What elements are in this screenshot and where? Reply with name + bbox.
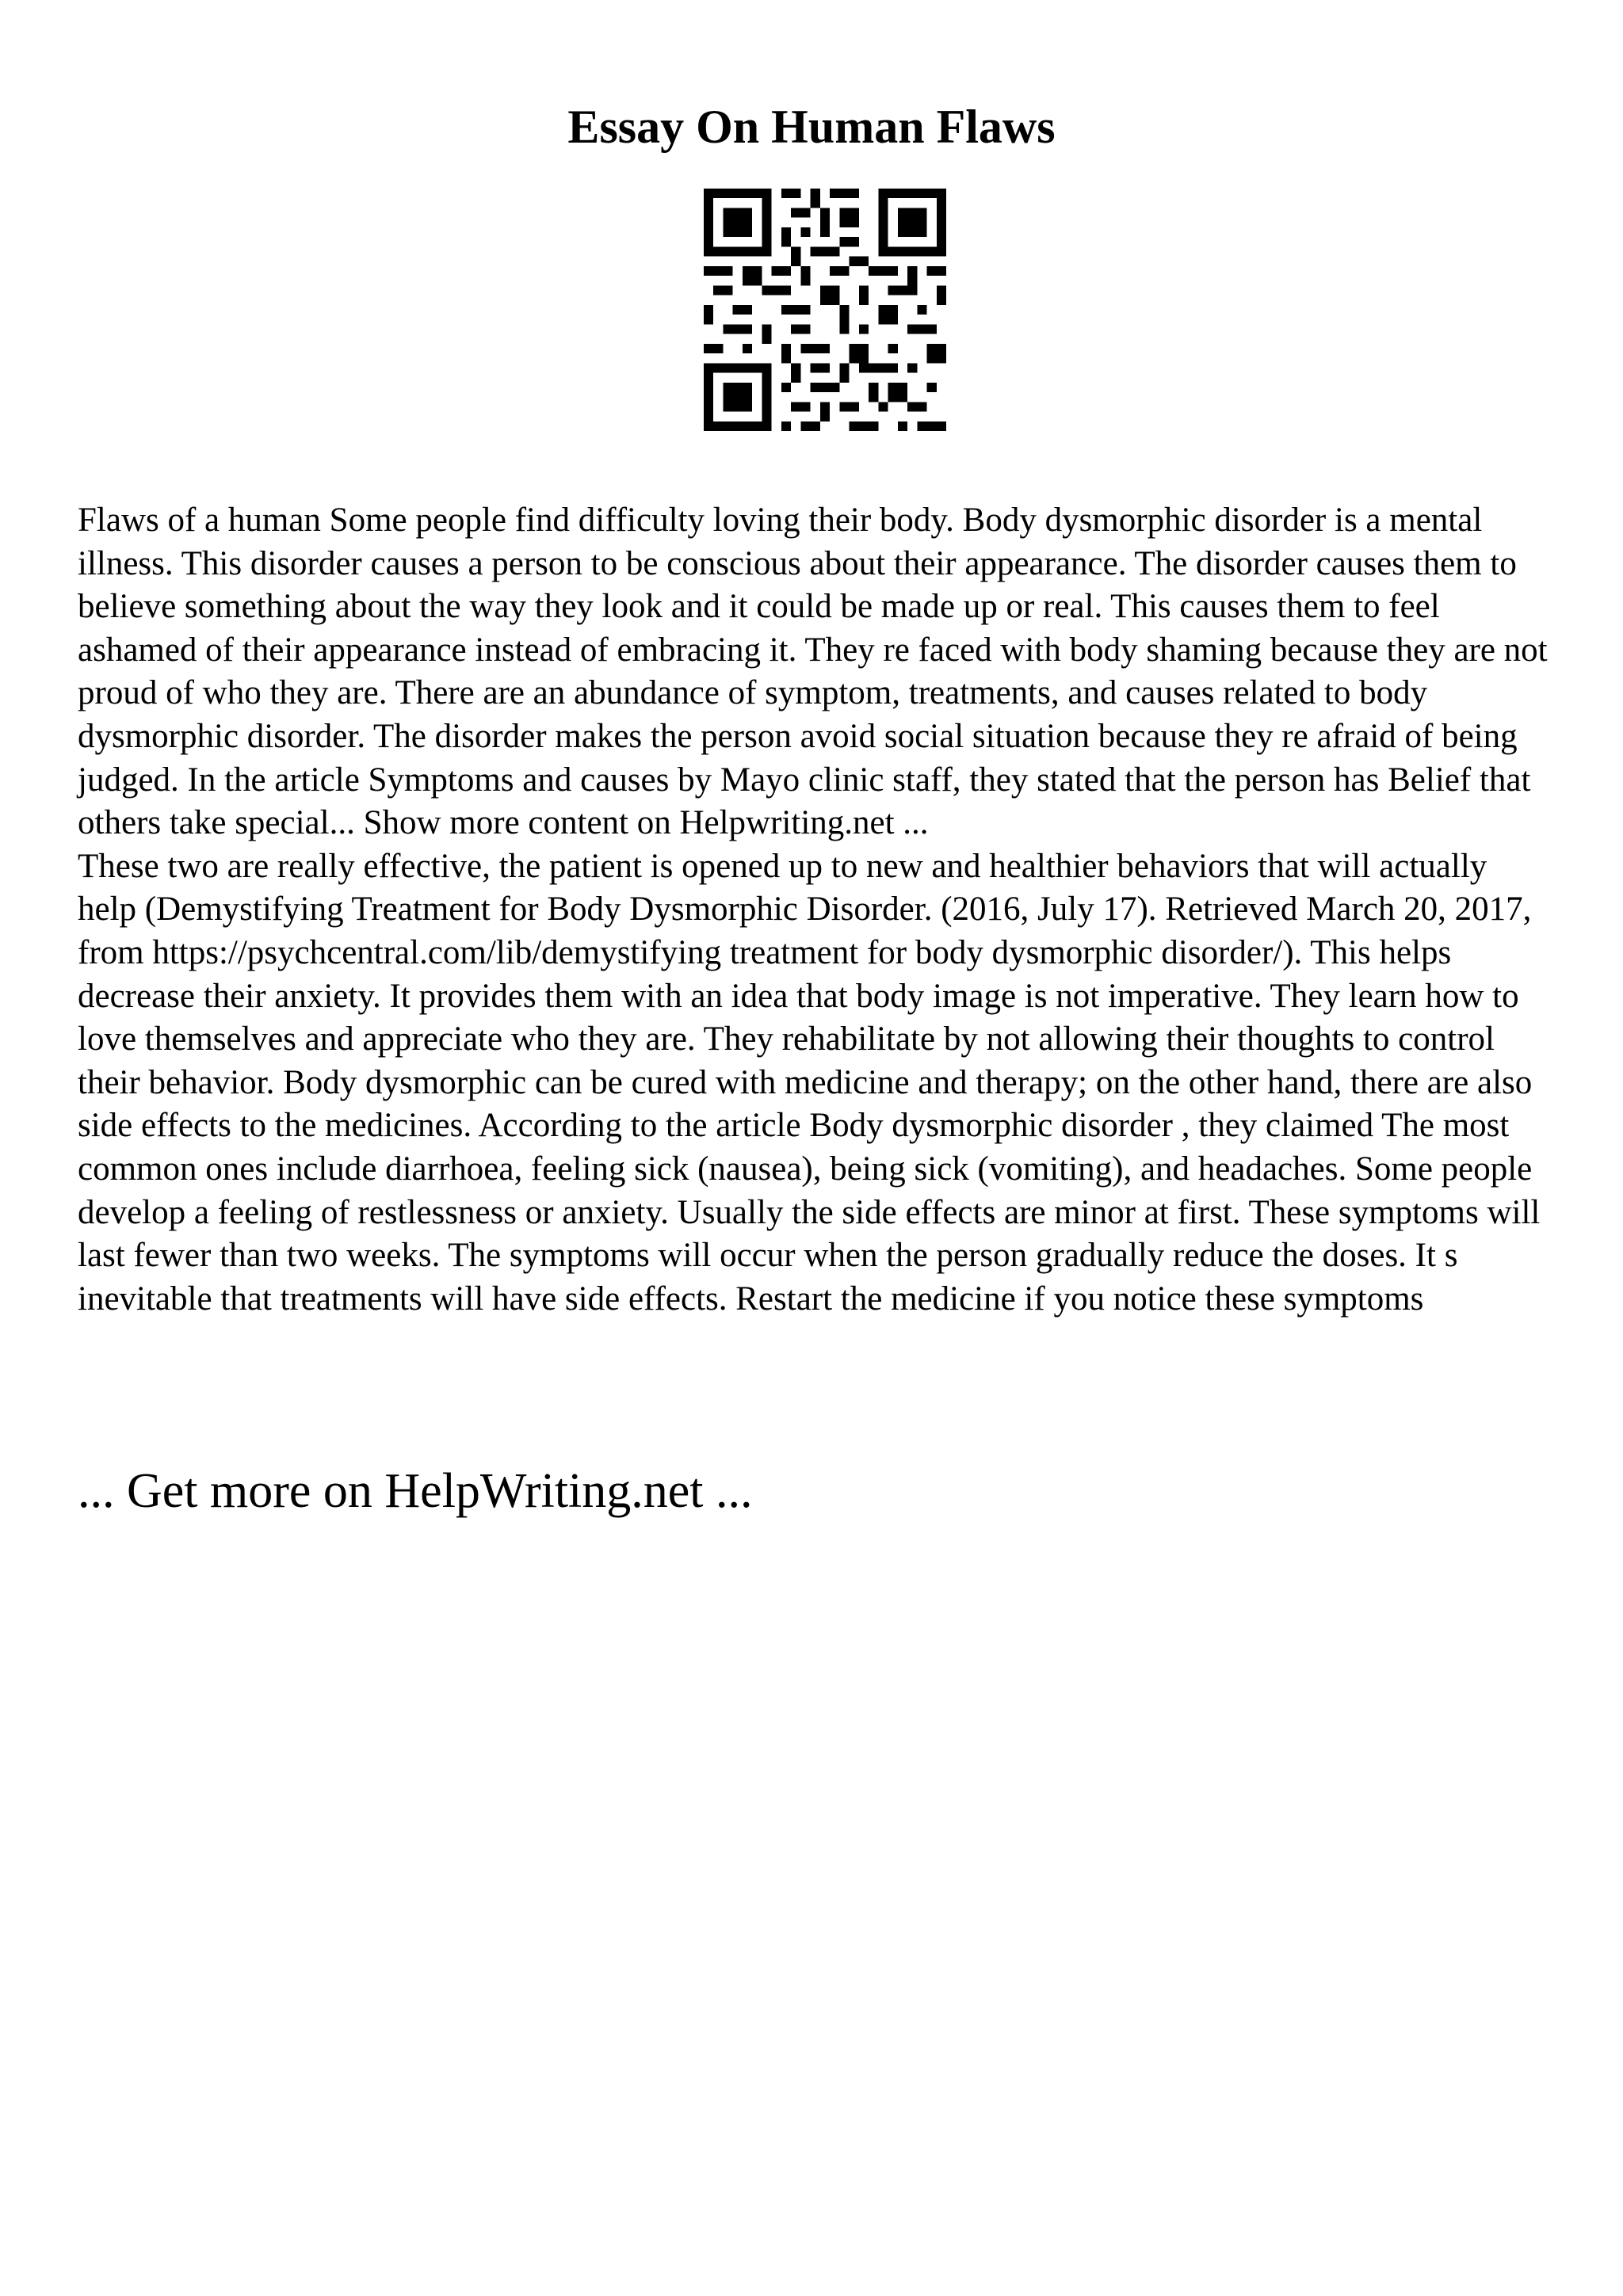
essay-body bbox=[78, 499, 1552, 1321]
get-more-link[interactable]: ... Get more on HelpWriting.net ... bbox=[78, 1464, 753, 1518]
paragraph: These two are really effective, the patient is opened up to new and healthier behaviors that will actually help (Demystifying Treatment for Body Dysmorphic Disorder. (2016, July 17). Retrieved March 20, 2017, from https://psychcentral.com/lib/demystifying treatment for body dysmorphic disorder/). This helps decrease their anxiety. It provides them with an idea that body image is not imperative. They learn how to love themselves and appreciate who they are. They rehabilitate by not allowing their thoughts to control their behavior. Body dysmorphic can be cured with medicine and therapy; on the other hand, there are also side effects to the medicines. According to the article Body dysmorphic disorder , they claimed The most common ones include diarrhoea, feeling sick (nausea), being sick (vomiting), and headaches. Some people develop a feeling of restlessness or anxiety. Usually the side effects are minor at first. These symptoms will last fewer than two weeks. The symptoms will occur when the person gradually reduce the doses. It s inevitable that treatments will have side effects. Restart the medicine if you notice these symptoms bbox=[78, 847, 1541, 1318]
qr-code-graphic bbox=[704, 189, 946, 431]
document-title: Essay On Human Flaws bbox=[567, 101, 1056, 153]
paragraph: Flaws of a human Some people find difficulty loving their body. Body dysmorphic disorder is a mental illness. This disorder causes a person to be conscious about their appearance. The disorder causes them to believe something about the way they look and it could be made up or real. This causes them to feel ashamed of their appearance instead of embracing it. They re faced with body shaming because they are not proud of who they are. There are an abundance of symptom, treatments, and causes related to body dysmorphic disorder. The disorder makes the person avoid social situation because they re afraid of being judged. In the article Symptoms and causes by Mayo clinic staff, they stated that the person has Belief that others take special... Show more content on Helpwriting.net ... bbox=[78, 502, 1548, 842]
qr-code bbox=[704, 189, 946, 431]
